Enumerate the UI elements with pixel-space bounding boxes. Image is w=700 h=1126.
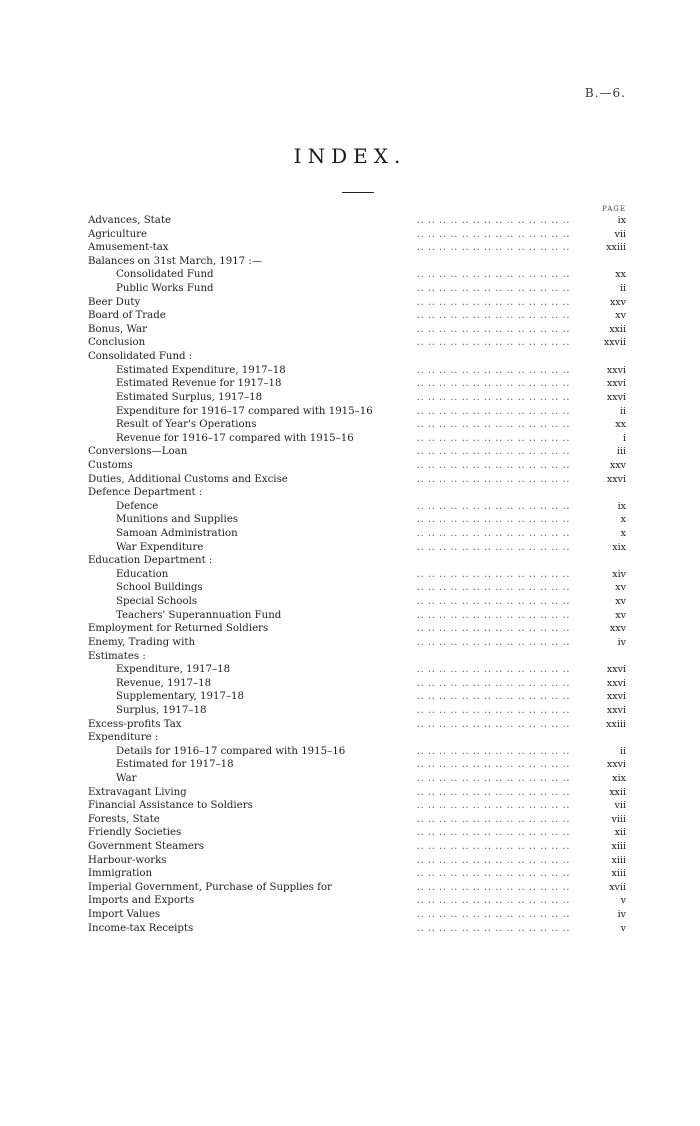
entry-page-number: xvii [609,881,626,893]
leader-dots: .. .. .. .. .. .. .. .. .. .. .. .. .. .. [416,364,570,376]
entry-page-number: x [620,514,626,526]
entry-label: Duties, Additional Customs and Excise [88,473,292,487]
leader-dots: .. .. .. .. .. .. .. .. .. .. .. .. .. .. [416,895,570,907]
entry-label: Imports and Exports [88,894,198,908]
leader-dots: .. .. .. .. .. .. .. .. .. .. .. .. .. .. [416,636,570,648]
entry-page-number: xv [615,582,626,594]
entry-page-number: iv [617,909,626,921]
entry-label: Defence Department : [88,486,206,500]
entry-label: Income-tax Receipts [88,922,197,936]
index-entry [88,718,626,732]
entry-page-number: viii [611,813,626,825]
index-entry [88,840,626,854]
index-subentry [88,500,626,514]
index-entry [88,636,626,650]
leader-dots: .. .. .. .. .. .. .. .. .. .. .. .. .. .. [416,922,570,934]
index-subentry [88,609,626,623]
leader-dots: .. .. .. .. .. .. .. .. .. .. .. .. .. .. [416,691,570,703]
entry-page-number: xxvi [606,391,626,403]
leader-dots: .. .. .. .. .. .. .. .. .. .. .. .. .. .. [416,759,570,771]
index-entry [88,296,626,310]
entry-page-number: xxiii [606,242,626,254]
entry-page-number: xxv [609,459,626,471]
entry-label: Revenue for 1916–17 compared with 1915–16 [116,432,358,446]
entry-page-number: xv [615,596,626,608]
index-subentry [88,405,626,419]
entry-page-number: xiii [611,868,626,880]
index-entry [88,731,626,745]
entry-label: Surplus, 1917–18 [116,704,210,718]
entry-label: Consolidated Fund [116,268,218,282]
leader-dots: .. .. .. .. .. .. .. .. .. .. .. .. .. .. [416,378,570,390]
leader-dots: .. .. .. .. .. .. .. .. .. .. .. .. .. .. [416,609,570,621]
index-entry [88,826,626,840]
entry-label: Revenue, 1917–18 [116,677,215,691]
leader-dots: .. .. .. .. .. .. .. .. .. .. .. .. .. .. [416,296,570,308]
leader-dots: .. .. .. .. .. .. .. .. .. .. .. .. .. .. [416,854,570,866]
index-subentry [88,268,626,282]
entry-label: Board of Trade [88,309,170,323]
leader-dots: .. .. .. .. .. .. .. .. .. .. .. .. .. .. [416,391,570,403]
entry-label: Education [116,568,172,582]
entry-page-number: v [620,922,626,934]
entry-label: Employment for Returned Soldiers [88,622,272,636]
index-subentry [88,704,626,718]
entry-page-number: xxvi [606,664,626,676]
entry-label: Import Values [88,908,164,922]
entry-page-number: xxii [609,323,626,335]
entry-label: Government Steamers [88,840,208,854]
entry-page-number: xxv [609,623,626,635]
index-entry [88,554,626,568]
entry-page-number: xxvi [606,364,626,376]
entry-page-number: ii [619,745,626,757]
leader-dots: .. .. .. .. .. .. .. .. .. .. .. .. .. .. [416,718,570,730]
index-entry [88,323,626,337]
leader-dots: .. .. .. .. .. .. .. .. .. .. .. .. .. .. [416,269,570,281]
entry-page-number: xxv [609,296,626,308]
leader-dots: .. .. .. .. .. .. .. .. .. .. .. .. .. .. [416,868,570,880]
entry-label: Defence [116,500,162,514]
leader-dots: .. .. .. .. .. .. .. .. .. .. .. .. .. .. [416,215,570,226]
leader-dots: .. .. .. .. .. .. .. .. .. .. .. .. .. .. [416,432,570,444]
entry-page-number: xiv [612,568,626,580]
leader-dots: .. .. .. .. .. .. .. .. .. .. .. .. .. .. [416,242,570,254]
index-entry [88,255,626,269]
index-subentry [88,418,626,432]
index-entry [88,867,626,881]
index-subentry [88,432,626,446]
entry-page-number: xxvi [606,677,626,689]
index-subentry [88,745,626,759]
entry-page-number: xxvi [606,759,626,771]
entry-label: School Buildings [116,581,207,595]
entry-label: Public Works Fund [116,282,218,296]
leader-dots: .. .. .. .. .. .. .. .. .. .. .. .. .. .. [416,419,570,431]
leader-dots: .. .. .. .. .. .. .. .. .. .. .. .. .. .. [416,800,570,812]
leader-dots: .. .. .. .. .. .. .. .. .. .. .. .. .. .. [416,500,570,512]
leader-dots: .. .. .. .. .. .. .. .. .. .. .. .. .. .. [416,623,570,635]
index-entry [88,650,626,664]
page-reference: B.—6. [584,86,626,100]
entry-page-number: xxvi [606,704,626,716]
entry-label: Amusement-tax [88,241,173,255]
index-entry [88,813,626,827]
leader-dots: .. .. .. .. .. .. .. .. .. .. .. .. .. .. [416,541,570,553]
index-entry [88,214,626,228]
index-subentry [88,568,626,582]
entry-page-number: xiii [611,854,626,866]
entry-label: Expenditure : [88,731,162,745]
entry-page-number: xxvi [606,691,626,703]
index-subentry [88,677,626,691]
entry-label: Excess-profits Tax [88,718,186,732]
entry-page-number: vii [614,228,626,240]
leader-dots: .. .. .. .. .. .. .. .. .. .. .. .. .. .. [416,772,570,784]
leader-dots: .. .. .. .. .. .. .. .. .. .. .. .. .. .. [416,405,570,417]
index-subentry [88,541,626,555]
entry-page-number: xv [615,310,626,322]
entry-label: Consolidated Fund : [88,350,196,364]
leader-dots: .. .. .. .. .. .. .. .. .. .. .. .. .. .. [416,446,570,458]
entry-label: Conclusion [88,336,149,350]
leader-dots: .. .. .. .. .. .. .. .. .. .. .. .. .. .. [416,568,570,580]
leader-dots: .. .. .. .. .. .. .. .. .. .. .. .. .. .. [416,813,570,825]
page-column-heading: PAGE [602,205,626,213]
entry-page-number: v [620,895,626,907]
entry-page-number: x [620,528,626,540]
index-entry [88,309,626,323]
index-entry [88,854,626,868]
page-title: INDEX. [293,144,407,168]
index-entry [88,908,626,922]
index-subentry [88,391,626,405]
index-subentry [88,364,626,378]
leader-dots: .. .. .. .. .. .. .. .. .. .. .. .. .. .. [416,786,570,798]
leader-dots: .. .. .. .. .. .. .. .. .. .. .. .. .. .. [416,881,570,893]
entry-page-number: xxiii [606,718,626,730]
entry-page-number: ii [619,405,626,417]
index-entry [88,622,626,636]
entry-page-number: xix [612,772,626,784]
index-subentry [88,595,626,609]
index-subentry [88,772,626,786]
index-subentry [88,758,626,772]
entry-label: Bonus, War [88,323,151,337]
leader-dots: .. .. .. .. .. .. .. .. .. .. .. .. .. .. [416,283,570,295]
entry-label: Estimated Expenditure, 1917–18 [116,364,290,378]
index-subentry [88,527,626,541]
entry-label: Result of Year's Operations [116,418,260,432]
leader-dots: .. .. .. .. .. .. .. .. .. .. .. .. .. .. [416,528,570,540]
index-subentry [88,690,626,704]
entry-label: Customs [88,459,137,473]
entry-page-number: xxvi [606,473,626,485]
entry-label: Expenditure, 1917–18 [116,663,234,677]
index-entry [88,473,626,487]
entry-label: Extravagant Living [88,786,191,800]
entry-label: War [116,772,141,786]
index-subentry [88,581,626,595]
entry-page-number: xv [615,609,626,621]
entry-label: Immigration [88,867,156,881]
entry-label: Conversions—Loan [88,445,191,459]
entry-label: Financial Assistance to Soldiers [88,799,257,813]
leader-dots: .. .. .. .. .. .. .. .. .. .. .. .. .. .. [416,323,570,335]
entry-label: Forests, State [88,813,164,827]
entry-page-number: iii [616,446,626,458]
index-entry [88,445,626,459]
leader-dots: .. .. .. .. .. .. .. .. .. .. .. .. .. .. [416,228,570,240]
leader-dots: .. .. .. .. .. .. .. .. .. .. .. .. .. .. [416,473,570,485]
entry-label: Friendly Societies [88,826,185,840]
title-rule [342,192,374,193]
entry-label: Munitions and Supplies [116,513,242,527]
entry-label: War Expenditure [116,541,207,555]
leader-dots: .. .. .. .. .. .. .. .. .. .. .. .. .. .. [416,704,570,716]
leader-dots: .. .. .. .. .. .. .. .. .. .. .. .. .. .. [416,909,570,921]
index-entry [88,336,626,350]
entry-page-number: xiii [611,841,626,853]
entry-label: Expenditure for 1916–17 compared with 1915–16 [116,405,377,419]
entry-label: Estimates : [88,650,150,664]
index-entry [88,922,626,936]
entry-label: Balances on 31st March, 1917 :— [88,255,266,269]
index-entry [88,459,626,473]
entry-page-number: ix [617,500,626,512]
index-entries [88,214,626,935]
entry-page-number: xix [612,541,626,553]
entry-page-number: ix [617,215,626,226]
entry-page-number: xxvi [606,378,626,390]
entry-label: Education Department : [88,554,216,568]
entry-label: Special Schools [116,595,201,609]
entry-label: Samoan Administration [116,527,242,541]
leader-dots: .. .. .. .. .. .. .. .. .. .. .. .. .. .. [416,310,570,322]
entry-label: Estimated for 1917–18 [116,758,238,772]
leader-dots: .. .. .. .. .. .. .. .. .. .. .. .. .. .. [416,596,570,608]
index-entry [88,786,626,800]
entry-page-number: xxii [609,786,626,798]
entry-page-number: ii [619,283,626,295]
index-subentry [88,513,626,527]
index-entry [88,241,626,255]
entry-label: Estimated Revenue for 1917–18 [116,377,286,391]
index-entry [88,486,626,500]
index-subentry [88,377,626,391]
leader-dots: .. .. .. .. .. .. .. .. .. .. .. .. .. .. [416,745,570,757]
leader-dots: .. .. .. .. .. .. .. .. .. .. .. .. .. .. [416,841,570,853]
leader-dots: .. .. .. .. .. .. .. .. .. .. .. .. .. .. [416,459,570,471]
entry-page-number: xxvii [603,337,626,349]
index-subentry [88,282,626,296]
leader-dots: .. .. .. .. .. .. .. .. .. .. .. .. .. .. [416,827,570,839]
index-entry [88,799,626,813]
entry-label: Enemy, Trading with [88,636,199,650]
entry-label: Advances, State [88,214,175,228]
entry-page-number: vii [614,800,626,812]
entry-label: Estimated Surplus, 1917–18 [116,391,266,405]
index-entry [88,350,626,364]
leader-dots: .. .. .. .. .. .. .. .. .. .. .. .. .. .. [416,337,570,349]
index-entry [88,881,626,895]
entry-label: Agriculture [88,228,151,242]
entry-label: Supplementary, 1917–18 [116,690,248,704]
entry-page-number: xx [615,269,626,281]
entry-page-number: i [622,432,626,444]
leader-dots: .. .. .. .. .. .. .. .. .. .. .. .. .. .. [416,677,570,689]
index-subentry [88,663,626,677]
leader-dots: .. .. .. .. .. .. .. .. .. .. .. .. .. .. [416,514,570,526]
entry-label: Harbour-works [88,854,170,868]
leader-dots: .. .. .. .. .. .. .. .. .. .. .. .. .. .. [416,664,570,676]
index-entry [88,894,626,908]
index-entry [88,228,626,242]
entry-label: Imperial Government, Purchase of Supplies for [88,881,336,895]
entry-page-number: xx [615,419,626,431]
entry-page-number: iv [617,636,626,648]
entry-label: Beer Duty [88,296,144,310]
entry-label: Details for 1916–17 compared with 1915–16 [116,745,349,759]
leader-dots: .. .. .. .. .. .. .. .. .. .. .. .. .. .. [416,582,570,594]
entry-page-number: xii [614,827,626,839]
entry-label: Teachers' Superannuation Fund [116,609,285,623]
